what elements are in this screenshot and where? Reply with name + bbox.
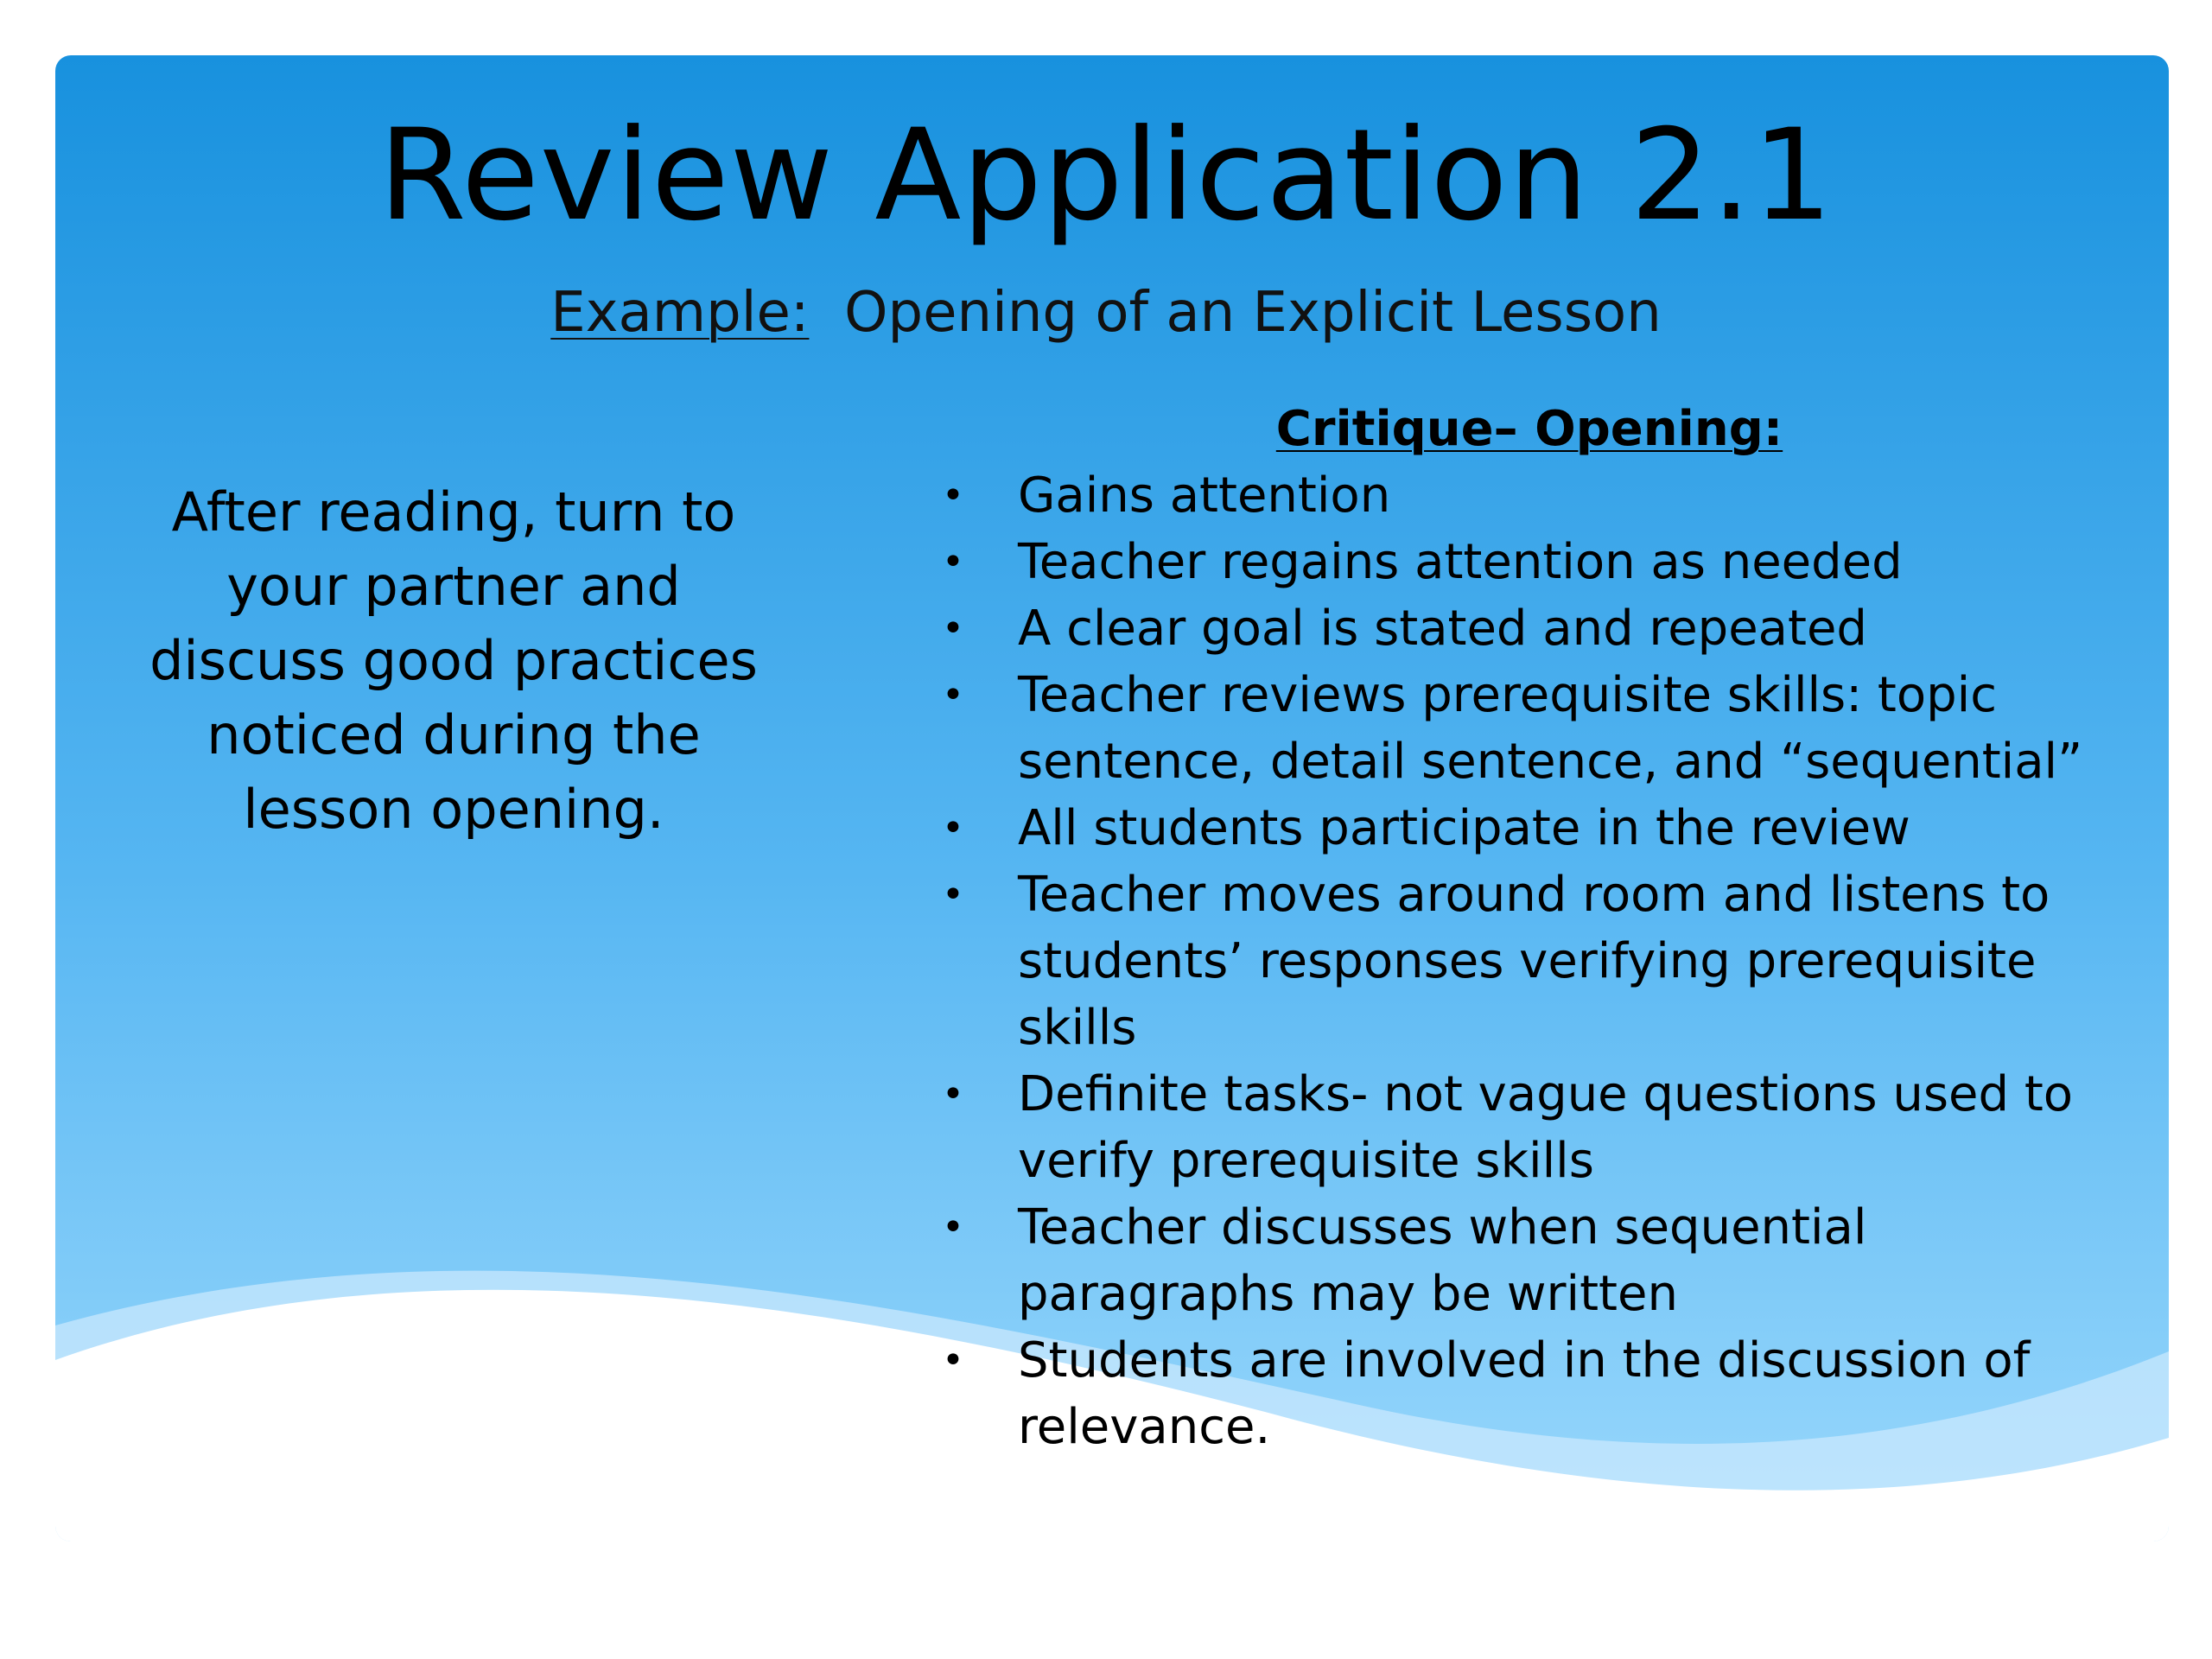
subtitle-text: Opening of an Explicit Lesson [844, 281, 1662, 345]
list-item-text: Gains attention [1018, 467, 1391, 524]
list-item-text: Students are involved in the discussion of relevance. [1018, 1332, 2031, 1455]
slide-subtitle [0, 281, 2212, 345]
bullet-icon: • [942, 873, 964, 917]
critique-list [942, 462, 2152, 1460]
list-item [942, 1061, 2152, 1194]
list-item-text: Definite tasks- not vague questions used to verify prerequisite skills [1018, 1066, 2074, 1189]
bullet-icon: • [942, 474, 964, 518]
list-item [942, 662, 2152, 795]
bullet-icon: • [942, 607, 964, 651]
slide-title: Review Application 2.1 [378, 102, 1834, 249]
list-item [942, 595, 2152, 662]
bullet-icon: • [942, 673, 964, 717]
bullet-icon: • [942, 806, 964, 850]
list-item [942, 462, 2152, 529]
list-item-text: Teacher reviews prerequisite skills: topic sentence, detail sentence, and “sequential” [1018, 667, 2083, 790]
list-item [942, 861, 2152, 1061]
list-item [942, 1327, 2152, 1460]
list-item-text: A clear goal is stated and repeated [1018, 601, 1867, 657]
subtitle-example-label: Example: [550, 281, 810, 345]
bullet-icon: • [942, 1338, 964, 1382]
list-item [942, 529, 2152, 595]
list-item [942, 1194, 2152, 1327]
list-item-text: Teacher discusses when sequential paragraphs may be written [1018, 1199, 1867, 1322]
critique-heading-text: Critique– Opening: [1275, 401, 1783, 457]
list-item-text: All students participate in the review [1018, 800, 1910, 856]
list-item-text: Teacher regains attention as needed [1018, 534, 1903, 590]
bullet-icon: • [942, 1072, 964, 1116]
bullet-icon: • [942, 540, 964, 584]
critique-heading [916, 399, 2143, 460]
discussion-prompt: After reading, turn to your partner and discuss good practices noticed during the lesson opening. [149, 480, 758, 841]
list-item-text: Teacher moves around room and listens to students’ responses verifying prerequisite skills [1018, 867, 2050, 1056]
list-item [942, 795, 2152, 861]
bullet-icon: • [942, 1205, 964, 1249]
